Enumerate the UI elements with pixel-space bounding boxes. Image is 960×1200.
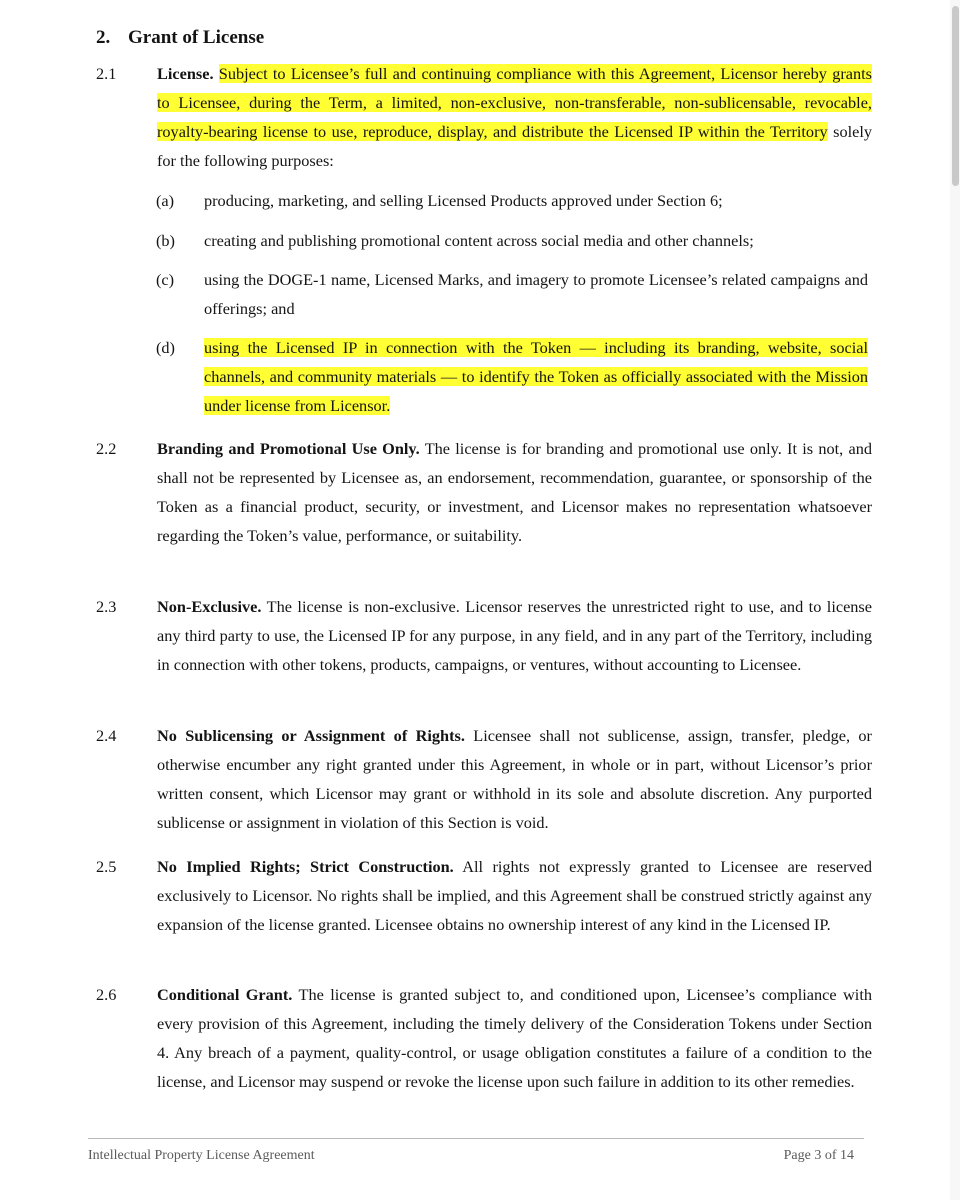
vertical-scrollbar[interactable] [950, 0, 960, 1200]
footer-page-number: Page 3 of 14 [783, 1148, 854, 1163]
section-heading [96, 27, 264, 49]
clause-body [157, 721, 872, 837]
clause-2-4 [96, 721, 872, 837]
list-item-text: creating and publishing promotional content across social media and other channels; [204, 231, 754, 250]
clause-body [157, 59, 872, 175]
clause-heading: License. [157, 64, 214, 83]
clause-number: 2.2 [96, 439, 117, 458]
list-item-b [156, 226, 868, 255]
clause-body [157, 592, 872, 679]
clause-2-1 [96, 59, 872, 175]
clause-heading: No Sublicensing or Assignment of Rights. [157, 726, 465, 745]
list-item-text: using the DOGE-1 name, Licensed Marks, and imagery to promote Licensee’s related campaigns and offerings; and [204, 270, 868, 318]
clause-text: The license is non-exclusive. Licensor reserves the unrestricted right to use, and to license any third party to use, the Licensed IP for any purpose, in any field, and in any part of the Territory, including in connection with other tokens, products, campaigns, or ventures, without accounting to Licensee. [157, 597, 872, 674]
clause-body [157, 852, 872, 939]
clause-number: 2.4 [96, 726, 117, 745]
list-item-c [156, 265, 868, 323]
footer-divider [88, 1138, 864, 1139]
list-item-letter: (a) [156, 191, 175, 210]
clause-body [157, 980, 872, 1096]
clause-number: 2.1 [96, 64, 117, 83]
list-item-letter: (b) [156, 231, 175, 250]
clause-2-3 [96, 592, 872, 679]
list-item-letter: (c) [156, 270, 175, 289]
highlighted-text: Subject to Licensee’s full and continuing compliance with this Agreement, Licensor hereby grants to Licensee, during the Term, a limited, non-exclusive, non-transferable, non-sublicensable, revocable, royalty-bearing license to use, reproduce, display, and distribute the Licensed IP within the Territory [157, 64, 872, 141]
clause-text: The license is for branding and promotional use only. It is not, and shall not be represented by Licensee as, an endorsement, recommendation, guarantee, or sponsorship of the Token as a financial product, security, or investment, and Licensor makes no representation whatsoever regarding the Token’s value, performance, or suitability. [157, 439, 872, 545]
footer-document-title: Intellectual Property License Agreement [88, 1148, 315, 1163]
clause-2-2 [96, 434, 872, 550]
scrollbar-thumb[interactable] [952, 6, 959, 186]
list-item-letter: (d) [156, 338, 175, 357]
clause-text: All rights not expressly granted to Licensee are reserved exclusively to Licensor. No rights shall be implied, and this Agreement shall be construed strictly against any expansion of the license granted. Licensee obtains no ownership interest of any kind in the Licensed IP. [157, 857, 872, 934]
list-item-text: producing, marketing, and selling Licensed Products approved under Section 6; [204, 191, 723, 210]
clause-body [157, 434, 872, 550]
clause-text: solely for the following purposes: [157, 122, 872, 170]
clause-heading: Conditional Grant. [157, 985, 293, 1004]
clause-2-6 [96, 980, 872, 1096]
list-item-text-wrap [204, 333, 868, 420]
highlighted-text: using the Licensed IP in connection with the Token — including its branding, website, social channels, and community materials — to identify the Token as officially associated with the Mission under license from Licensor. [204, 338, 868, 415]
list-item-d [156, 333, 868, 420]
clause-text: The license is granted subject to, and conditioned upon, Licensee’s compliance with every provision of this Agreement, including the timely delivery of the Consideration Tokens under Section 4. Any breach of a payment, quality-control, or usage obligation constitutes a failure of a condition to the license, and Licensor may suspend or revoke the license upon such failure in addition to its other remedies. [157, 985, 872, 1091]
clause-heading: Non-Exclusive. [157, 597, 262, 616]
clause-heading: Branding and Promotional Use Only. [157, 439, 420, 458]
clause-number: 2.5 [96, 857, 117, 876]
section-title: Grant of License [128, 27, 265, 48]
clause-number: 2.6 [96, 985, 117, 1004]
clause-text: Licensee shall not sublicense, assign, transfer, pledge, or otherwise encumber any right granted under this Agreement, in whole or in part, without Licensor’s prior written consent, which Licensor may grant or withhold in its sole and absolute discretion. Any purported sublicense or assignment in violation of this Section is void. [157, 726, 872, 832]
section-number: 2. [96, 27, 111, 48]
clause-2-5 [96, 852, 872, 939]
clause-heading: No Implied Rights; Strict Construction. [157, 857, 454, 876]
clause-number: 2.3 [96, 597, 117, 616]
list-item-a [156, 186, 868, 215]
